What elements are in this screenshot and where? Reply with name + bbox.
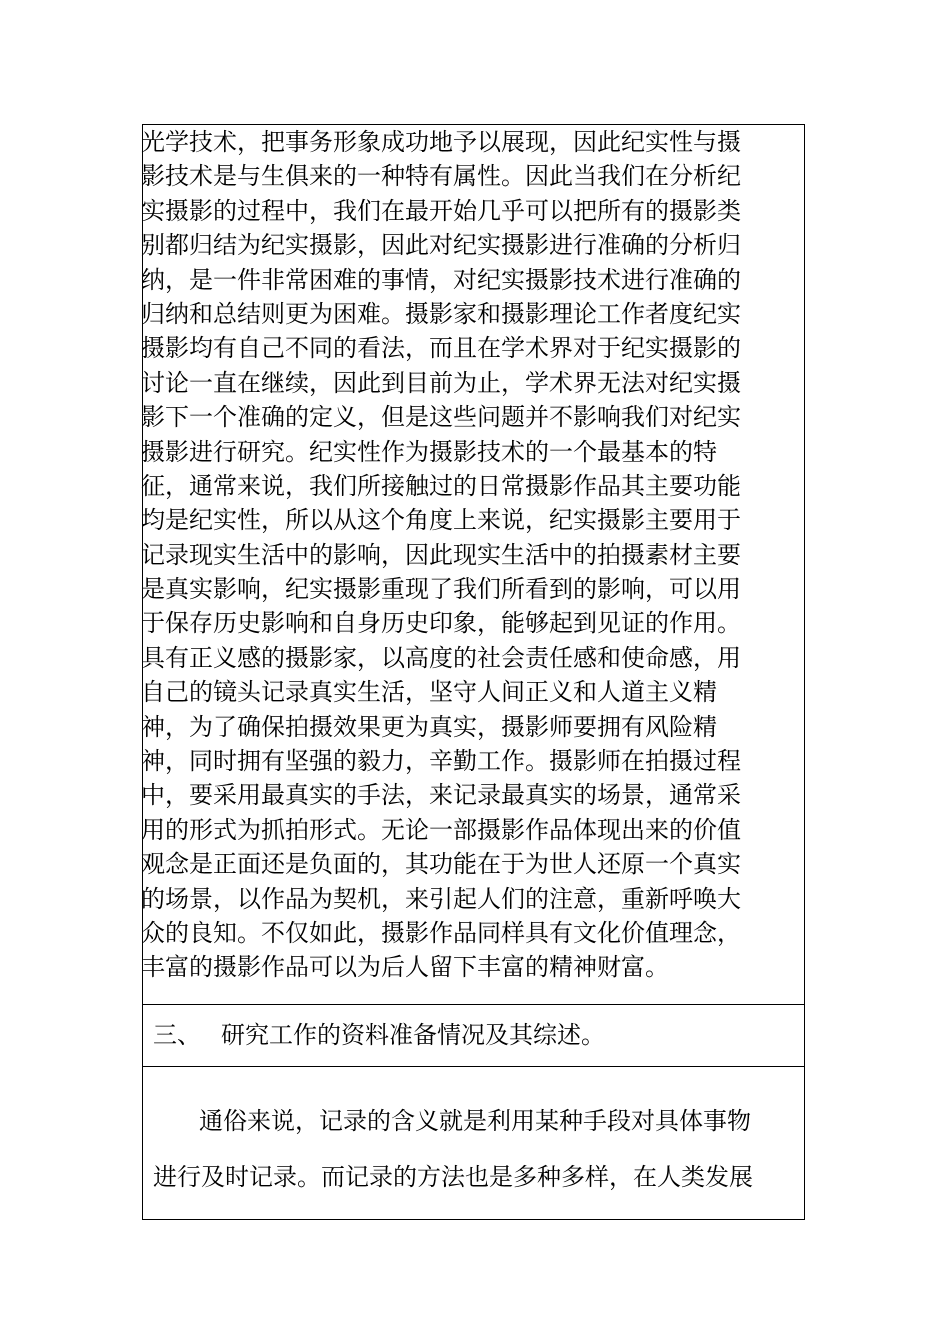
body-line: 于保存历史影响和自身历史印象，能够起到见证的作用。 (141, 609, 741, 638)
body-line: 众的良知。不仅如此，摄影作品同样具有文化价值理念， (141, 918, 741, 947)
body-line: 摄影均有自己不同的看法，而且在学术界对于纪实摄影的 (141, 334, 741, 363)
body-line: 观念是正面还是负面的，其功能在于为世人还原一个真实 (141, 850, 741, 879)
body-line: 神，为了确保拍摄效果更为真实，摄影师要拥有风险精 (141, 712, 717, 741)
body-line: 影下一个准确的定义，但是这些问题并不影响我们对纪实 (141, 403, 741, 432)
body-line: 的场景，以作品为契机，来引起人们的注意，重新呼唤大 (141, 884, 741, 913)
body-line: 摄影进行研究。纪实性作为摄影技术的一个最基本的特 (141, 437, 717, 466)
body-line: 丰富的摄影作品可以为后人留下丰富的精神财富。 (141, 953, 669, 982)
section-title: 研究工作的资料准备情况及其综述。 (221, 1021, 605, 1049)
body-line: 别都归结为纪实摄影，因此对纪实摄影进行准确的分析归 (141, 231, 741, 260)
body-text-cell (143, 125, 804, 1005)
form-table (142, 124, 805, 1220)
body-line: 讨论一直在继续，因此到目前为止，学术界无法对纪实摄 (141, 368, 741, 397)
body-line: 实摄影的过程中，我们在最开始几乎可以把所有的摄影类 (141, 196, 741, 225)
body-line: 神，同时拥有坚强的毅力，辛勤工作。摄影师在拍摄过程 (141, 747, 741, 776)
body-line: 纳，是一件非常困难的事情，对纪实摄影技术进行准确的 (141, 265, 741, 294)
section-paragraph (153, 1093, 803, 1205)
section-heading-cell (143, 1005, 804, 1067)
paragraph-line: 进行及时记录。而记录的方法也是多种多样，在人类发展 (153, 1163, 753, 1191)
body-line: 影技术是与生俱来的一种特有属性。因此当我们在分析纪 (141, 162, 741, 191)
body-line: 征，通常来说，我们所接触过的日常摄影作品其主要功能 (141, 471, 741, 500)
body-line: 记录现实生活中的影响，因此现实生活中的拍摄素材主要 (141, 540, 741, 569)
body-line: 归纳和总结则更为困难。摄影家和摄影理论工作者度纪实 (141, 299, 741, 328)
body-line: 均是纪实性，所以从这个角度上来说，纪实摄影主要用于 (141, 506, 741, 535)
body-line: 用的形式为抓拍形式。无论一部摄影作品体现出来的价值 (141, 815, 741, 844)
section-number: 三、 (153, 1021, 201, 1049)
body-paragraph (141, 125, 801, 985)
body-line: 是真实影响，纪实摄影重现了我们所看到的影响，可以用 (141, 575, 741, 604)
section-content-cell (143, 1067, 804, 1219)
section-heading (153, 1015, 605, 1055)
body-line: 具有正义感的摄影家，以高度的社会责任感和使命感，用 (141, 643, 741, 672)
body-line: 中，要采用最真实的手法，来记录最真实的场景，通常采 (141, 781, 741, 810)
body-line: 光学技术，把事务形象成功地予以展现，因此纪实性与摄 (141, 128, 741, 156)
paragraph-line: 通俗来说，记录的含义就是利用某种手段对具体事物 (199, 1107, 751, 1135)
body-line: 自己的镜头记录真实生活，坚守人间正义和人道主义精 (141, 678, 717, 707)
